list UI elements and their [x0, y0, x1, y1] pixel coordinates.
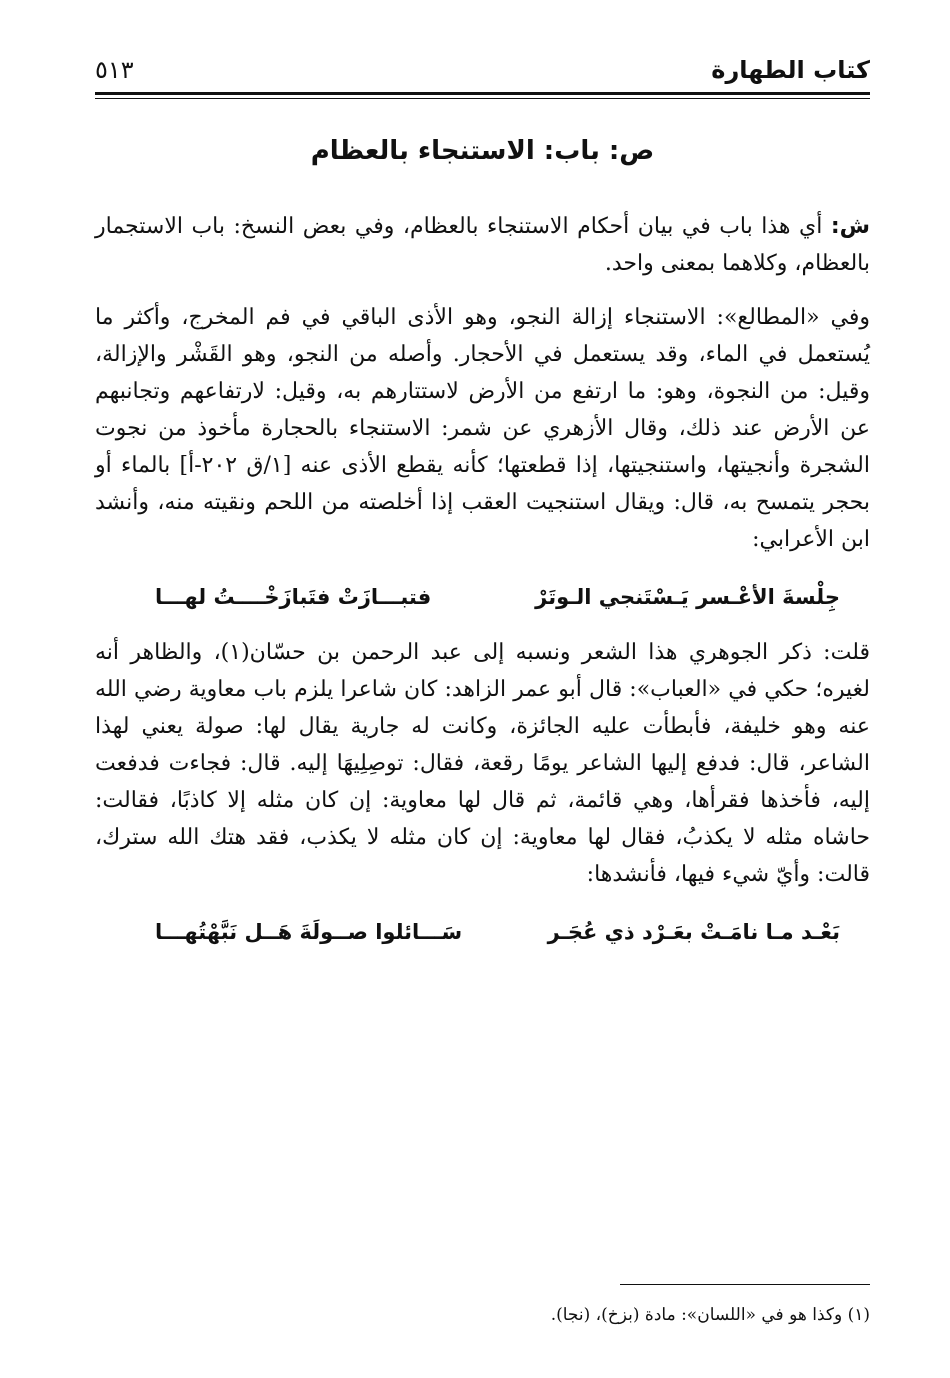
page-number: ٥١٣ [95, 56, 134, 84]
header-rule-thin [95, 98, 870, 99]
paragraph-text: أي هذا باب في بيان أحكام الاستنجاء بالعظام، وفي بعض النسخ: باب الاستجمار بالعظام، وكلاهما بمعنى واحد. [95, 214, 870, 276]
paragraph-story: قلت: ذكر الجوهري هذا الشعر ونسبه إلى عبد الرحمن بن حسّان(١)، والظاهر أنه لغيره؛ حكي في «العباب»: قال أبو عمر الزاهد: كان شاعرا يلزم باب معاوية رضي الله عنه وهو خليفة، فأبطأت عليه الجائزة، وكانت له جارية يقال لها: صولة يعني لهذا الشاعر، قال: فدفع إليها الشاعر يومًا رقعة، فقال: توصِلِيهَا إليه. قال: فجاءت فدفعت إليه، فأخذها فقرأها، وهي قائمة، ثم قال لها معاوية: إن كان مثله إلا كاذبًا، فقالت: حاشاه مثله لا يكذبُ، فقال لها معاوية: إن كان مثله لا يكذب، فقد هتك الله سترك، قالت: وأيّ شيء فيها، فأنشدها: [95, 640, 870, 887]
footnote: (١) وكذا هو في «اللسان»: مادة (بزخ)، (نجا). [550, 1305, 870, 1325]
verse-first-hemistich: فتبـــازَتْ فتَبازَخْــــتُ لهـــا [155, 585, 432, 609]
main-text [95, 208, 870, 969]
section-heading: ص: باب: الاستنجاء بالعظام [310, 136, 655, 166]
commentary-marker: ش: [830, 214, 870, 239]
running-title: كتاب الطهارة [711, 56, 870, 84]
verse-second-hemistich: جِلْسةَ الأعْـسر يَـسْتَنجي الـوتَرْ [535, 585, 840, 609]
paragraph-explanation [95, 208, 870, 282]
page-header [95, 40, 870, 88]
poetry-verse [95, 575, 870, 634]
poetry-verse [95, 910, 870, 969]
verse-second-hemistich: بَعْـد مـا نامَـتْ بعَـرْد ذي عُجَـر [547, 920, 840, 944]
paragraph-definition: وفي «المطالع»: الاستنجاء إزالة النجو، وهو الأذى الباقي في فم المخرج، وأكثر ما يُستعمل في الماء، وقد يستعمل في الأحجار. وأصله من النجو، وهو القَشْر والإزالة، وقيل: من النجوة، وهو: ما ارتفع من الأرض لاستتارهم به، وقيل: لارتفاعهم وتجانبهم عن الأرض عند ذلك، وقال الأزهري عن شمر: الاستنجاء بالحجارة مأخوذ من نجوت الشجرة وأنجيتها، واستنجيتها، إذا قطعتها؛ كأنه يقطع الأذى عنه [١/ق ٢٠٢-أ] بالماء أو بحجر يتمسح به، قال: ويقال استنجيت العقب إذا أخلصته من اللحم ونقيته منه، وأنشد ابن الأعرابي: [95, 305, 870, 552]
header-rule-thick [95, 92, 870, 95]
footnote-separator [620, 1284, 870, 1285]
verse-first-hemistich: سَـــائلوا صــولَةَ هَــل نَبَّهْتُهـــا [155, 920, 463, 944]
book-page [95, 40, 870, 1340]
